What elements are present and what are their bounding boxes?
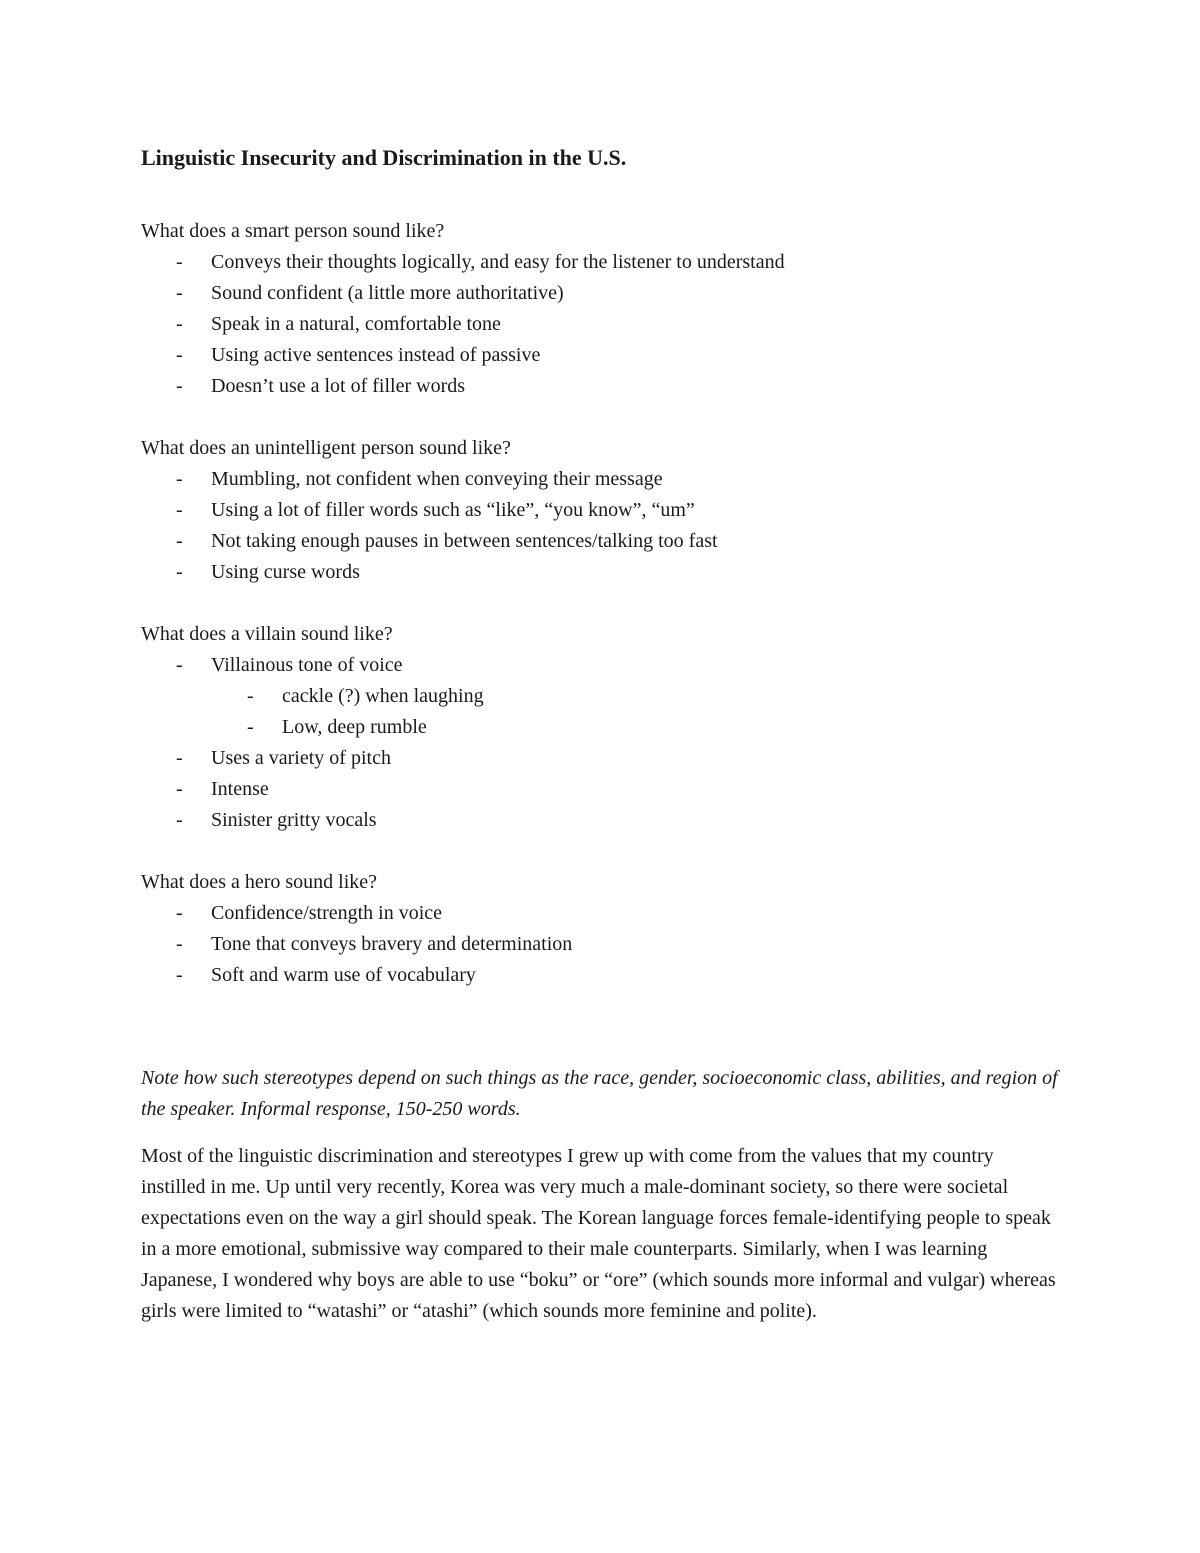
bullet-dash: - bbox=[176, 933, 183, 955]
list-item bbox=[141, 371, 1061, 402]
list-item bbox=[141, 805, 1061, 836]
bullet-text: Low, deep rumble bbox=[282, 716, 427, 738]
bullet-dash: - bbox=[247, 685, 254, 707]
list-item bbox=[141, 340, 1061, 371]
list-item bbox=[141, 650, 1061, 681]
bullet-text: Not taking enough pauses in between sentences/talking too fast bbox=[211, 530, 718, 552]
document-page bbox=[141, 140, 1061, 1327]
bullet-text: Tone that conveys bravery and determination bbox=[211, 933, 573, 955]
list-item bbox=[141, 495, 1061, 526]
bullet-list bbox=[141, 650, 1061, 681]
bullet-text: Conveys their thoughts logically, and easy for the listener to understand bbox=[211, 251, 785, 273]
list-item bbox=[141, 309, 1061, 340]
bullet-list bbox=[141, 898, 1061, 991]
list-item bbox=[141, 557, 1061, 588]
bullet-dash: - bbox=[176, 251, 183, 273]
bullet-text: Intense bbox=[211, 778, 269, 800]
prompt-note: Note how such stereotypes depend on such things as the race, gender, socioeconomic class, abilities, and region of the speaker. Informal response, 150-250 words. bbox=[141, 1067, 1058, 1120]
list-item bbox=[141, 526, 1061, 557]
bullet-text: Using active sentences instead of passive bbox=[211, 344, 541, 366]
bullet-dash: - bbox=[176, 809, 183, 831]
bullet-text: Confidence/strength in voice bbox=[211, 902, 443, 924]
list-item bbox=[141, 929, 1061, 960]
section-unintelligent-person bbox=[141, 433, 1061, 588]
bullet-dash: - bbox=[176, 375, 183, 397]
bullet-dash: - bbox=[176, 747, 183, 769]
bullet-dash: - bbox=[176, 654, 183, 676]
bullet-text: Using a lot of filler words such as “like”, “you know”, “um” bbox=[211, 499, 695, 521]
list-item bbox=[141, 898, 1061, 929]
sub-bullet-list bbox=[141, 681, 1061, 743]
bullet-text: Soft and warm use of vocabulary bbox=[211, 964, 476, 986]
list-item bbox=[141, 247, 1061, 278]
bullet-dash: - bbox=[176, 530, 183, 552]
section-villain bbox=[141, 619, 1061, 836]
bullet-dash: - bbox=[176, 468, 183, 490]
bullet-text: Uses a variety of pitch bbox=[211, 747, 391, 769]
list-item bbox=[141, 464, 1061, 495]
bullet-text: Using curse words bbox=[211, 561, 360, 583]
bullet-dash: - bbox=[176, 964, 183, 986]
question-villain: What does a villain sound like? bbox=[141, 623, 393, 645]
bullet-dash: - bbox=[176, 313, 183, 335]
document-title: Linguistic Insecurity and Discrimination in the U.S. bbox=[141, 145, 627, 170]
sub-list-item bbox=[141, 681, 1061, 712]
question-unintelligent-person: What does an unintelligent person sound like? bbox=[141, 437, 511, 459]
bullet-dash: - bbox=[176, 282, 183, 304]
question-hero: What does a hero sound like? bbox=[141, 871, 378, 893]
bullet-text: Villainous tone of voice bbox=[211, 654, 403, 676]
section-hero bbox=[141, 867, 1061, 991]
sub-list-item bbox=[141, 712, 1061, 743]
bullet-dash: - bbox=[247, 716, 254, 738]
bullet-dash: - bbox=[176, 499, 183, 521]
list-item bbox=[141, 278, 1061, 309]
bullet-dash: - bbox=[176, 344, 183, 366]
bullet-list bbox=[141, 743, 1061, 836]
response-paragraph: Most of the linguistic discrimination and stereotypes I grew up with come from the values that my country instilled in me. Up until very recently, Korea was very much a male-dominant society, so there were societal expectations even on the way a girl should speak. The Korean language forces female-identifying people to speak in a more emotional, submissive way compared to their male counterparts. Similarly, when I was learning Japanese, I wondered why boys are able to use “boku” or “ore” (which sounds more informal and vulgar) whereas girls were limited to “watashi” or “atashi” (which sounds more feminine and polite). bbox=[141, 1145, 1056, 1322]
bullet-list bbox=[141, 464, 1061, 588]
bullet-text: Sound confident (a little more authoritative) bbox=[211, 282, 564, 304]
list-item bbox=[141, 960, 1061, 991]
bullet-list bbox=[141, 247, 1061, 402]
bullet-text: Sinister gritty vocals bbox=[211, 809, 377, 831]
bullet-text: Doesn’t use a lot of filler words bbox=[211, 375, 466, 397]
bullet-dash: - bbox=[176, 902, 183, 924]
bullet-text: Mumbling, not confident when conveying their message bbox=[211, 468, 663, 490]
list-item bbox=[141, 774, 1061, 805]
list-item bbox=[141, 743, 1061, 774]
bullet-text: cackle (?) when laughing bbox=[282, 685, 484, 707]
bullet-text: Speak in a natural, comfortable tone bbox=[211, 313, 501, 335]
section-smart-person bbox=[141, 216, 1061, 402]
question-smart-person: What does a smart person sound like? bbox=[141, 220, 445, 242]
bullet-dash: - bbox=[176, 778, 183, 800]
bullet-dash: - bbox=[176, 561, 183, 583]
